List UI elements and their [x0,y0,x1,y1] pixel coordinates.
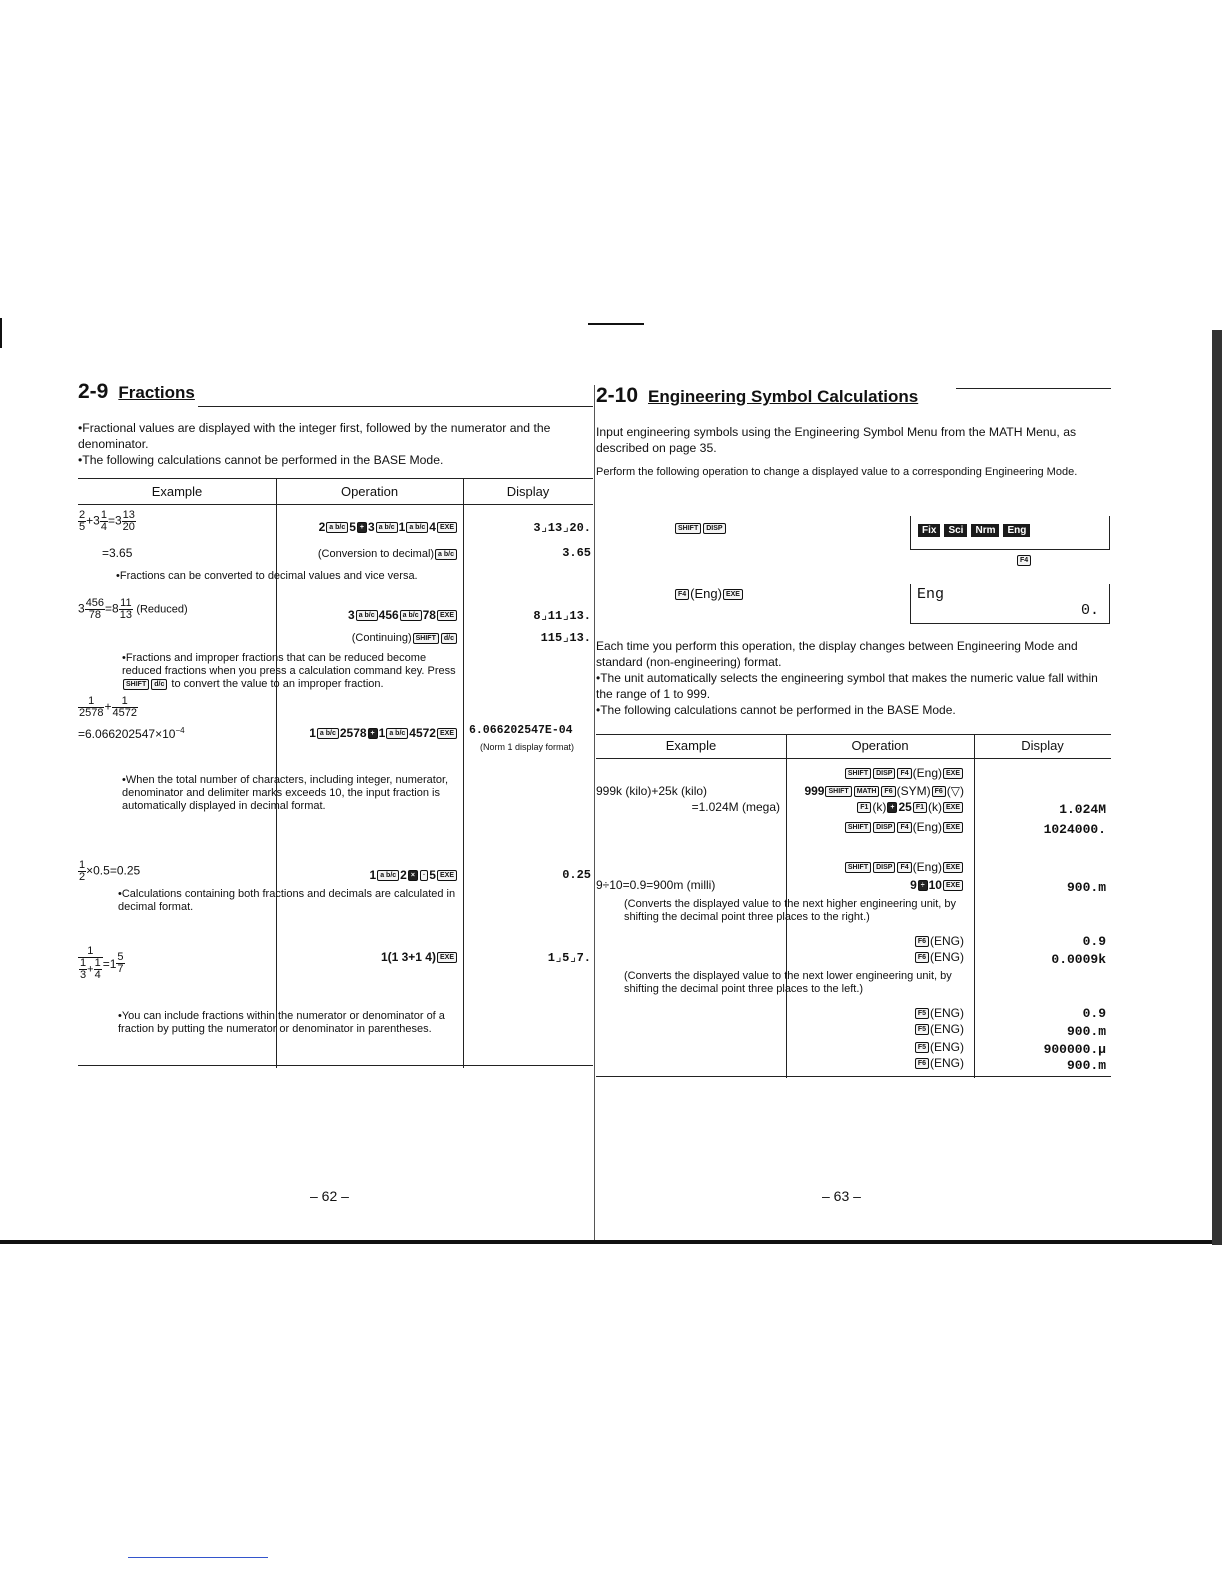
operator: =8 [105,601,119,616]
operation-eng-3 [788,860,964,874]
numerator: 1 [80,957,87,969]
expression: ×0.5=0.25 [86,863,141,878]
operator: +3 [86,513,100,528]
digit: 3 [368,520,375,534]
eng-bullets [596,638,1111,718]
digit: 25 [898,800,912,814]
f1-key-icon: F1 [857,802,871,813]
display-900m: 900.m [1066,880,1106,895]
operation-f6-eng-3 [788,1056,964,1070]
step-label: (k) [872,800,887,814]
triangle-down-icon: (▽) [946,784,964,798]
note-text: •Fractions and improper fractions that can be reduced become reduced fractions when you press a calculation command key. [122,652,427,677]
complex-fraction [78,946,103,981]
fraction-key-icon: a b/c [317,728,339,739]
operation-r2-continuing [278,632,458,645]
bullet: •Fractional values are displayed with the integer first, followed by the numerator and the denominator. [78,421,551,451]
fraction-key-icon: a b/c [326,522,348,533]
operator: + [87,963,94,976]
numerator: 1 [112,696,138,708]
note-conversion: •Fractions can be converted to decimal values and vice versa. [116,570,418,582]
f4-key-icon: F4 [897,822,911,833]
exe-key-icon: EXE [437,610,457,621]
denominator: 4572 [112,707,137,719]
display-900000u: 900000.μ [1043,1042,1106,1057]
operation-f6-eng-2 [788,950,964,964]
operator: =1 [102,956,117,971]
numerator: 2 [79,509,86,521]
note-mixed: •Calculations containing both fractions and decimals are calculated in decimal format. [118,888,456,913]
operation-r5 [278,950,458,964]
plus-key-icon: + [887,802,897,813]
disp-key-icon: DISP [873,768,895,779]
denominator: 2 [79,871,86,883]
key-sequence: 1(1 3+1 4) [380,950,436,964]
operation-9-div-10 [788,878,964,892]
example-r3-result [78,726,185,741]
section-number: 2-9 [78,380,109,403]
operation-f6-eng-1 [788,934,964,948]
display-r2: 8⌟11⌟13. [533,609,591,623]
multiply-key-icon: × [408,870,418,881]
example-r4 [78,860,140,883]
fraction [78,696,104,719]
operation-999 [788,784,964,798]
step-label: (Eng) [912,860,942,874]
perform-text: Perform the following operation to change a displayed value to a corresponding Engineering Mode. [596,466,1078,478]
shift-key-icon: SHIFT [845,862,871,873]
shift-key-icon: SHIFT [845,768,871,779]
heading-rule [198,406,593,407]
denominator: 4 [94,969,101,981]
digit: 78 [422,608,436,622]
fraction-key-icon: a b/c [400,610,422,621]
intro-bullets [78,420,593,468]
eng-indicator: Eng [917,586,945,603]
exponent: −4 [175,726,185,735]
digit: 1 [369,868,377,882]
blue-underline [128,1557,268,1558]
digit: 2 [318,520,326,534]
operation-r2 [278,608,458,622]
example-r2 [78,598,188,621]
fraction-key-icon: a b/c [376,522,398,533]
display-r3-note: (Norm 1 display format) [480,742,575,752]
exe-key-icon: EXE [437,870,457,881]
example-mega: =1.024M (mega) [691,800,780,814]
scan-border-right [1212,330,1222,1245]
digit: 999 [804,784,825,798]
display-900m-b: 900.m [1066,1024,1106,1039]
f6-key-icon: F6 [932,786,946,797]
step-label: (ENG) [930,1040,964,1054]
note-lower-unit: (Converts the displayed value to the next lower engineering unit, by shifting the decimal point three places to the left.) [624,970,952,995]
plus-key-icon: + [368,728,378,739]
left-page [78,370,598,1250]
numerator: 1 [79,859,86,871]
display-0.9-b: 0.9 [1082,1006,1106,1021]
heading-rule [956,388,1111,389]
exe-key-icon: EXE [943,802,963,813]
digit: 1 [378,726,386,740]
fraction [79,958,87,981]
step-label: (ENG) [930,950,964,964]
numerator: 1 [78,946,103,958]
disp-key-icon: DISP [703,523,725,534]
note-text: Press [427,665,456,677]
operation-r1-conversion [278,548,458,561]
f4-key-icon: F4 [675,589,689,600]
section-number: 2-10 [596,384,639,407]
display-r4: 0.25 [562,868,591,882]
menu-tab-bar [917,520,1033,538]
display-1024M: 1.024M [1059,802,1106,817]
display-0.0009k: 0.0009k [1051,952,1106,967]
top-mark [588,323,644,325]
shift-key-icon: SHIFT [123,679,149,690]
fraction [100,510,108,533]
numerator: 11 [120,597,132,609]
denominator: 2578 [79,707,104,719]
shift-key-icon: SHIFT [675,523,701,534]
table-top-rule [596,734,1111,735]
bullet: •The following calculations cannot be performed in the BASE Mode. [78,453,444,467]
step-label: (ENG) [930,1056,964,1070]
fraction [122,510,136,533]
fraction-key-icon: a b/c [386,728,408,739]
exe-key-icon: EXE [437,728,457,739]
operation-f5-eng-2 [788,1022,964,1036]
fraction [78,860,86,883]
section-title: Fractions [118,383,195,402]
display-r3: 6.066202547E-04 [469,724,573,737]
operation-r4 [278,868,458,882]
f5-key-icon: F5 [915,1008,929,1019]
f5-key-icon: F5 [915,1042,929,1053]
f4-indicator [1016,552,1032,570]
digit: 456 [378,608,399,622]
operation-25 [788,800,964,814]
operation-f5-eng-3 [788,1040,964,1054]
denominator: 5 [79,521,86,533]
numerator: 456 [85,597,105,609]
numerator: 5 [117,951,124,963]
exe-key-icon: EXE [943,822,963,833]
tab-eng[interactable]: Eng [1002,523,1031,538]
bullet: •The unit automatically selects the engineering symbol that makes the numeric value fall within the range of 1 to 999. [596,671,1098,701]
digit: 10 [928,878,942,892]
operator: =3 [107,513,122,528]
operation-f5-eng-1 [788,1006,964,1020]
display-r2-improper: 115⌟13. [540,631,591,645]
denominator: 13 [119,609,132,621]
shift-key-icon: SHIFT [413,633,439,644]
fraction [116,952,124,975]
exe-key-icon: EXE [437,952,457,963]
example-r3 [78,696,138,719]
step-label: (Eng) [690,586,722,601]
digit: 9 [910,878,917,892]
f6-key-icon: F6 [915,1058,929,1069]
table-col-divider [276,478,277,1068]
note-text: to convert the value to an improper fraction. [171,678,384,690]
denominator: 20 [122,521,135,533]
digit: 5 [429,868,436,882]
fraction [94,958,102,981]
section-heading-fractions [78,380,598,404]
numerator: 1 [78,696,104,708]
example-r1-decimal: =3.65 [102,546,133,560]
f4-key-icon: F4 [897,862,911,873]
exe-key-icon: EXE [437,522,457,533]
header-operation: Operation [851,738,909,753]
whole: 3 [78,601,85,616]
step-label: (k) [927,800,942,814]
header-example: Example [665,738,717,753]
table-bottom-rule [78,1065,593,1066]
step-label: (ENG) [930,934,964,948]
note: (Conversion to decimal) [317,548,435,560]
fraction-key-icon: a b/c [435,549,457,560]
intro-text: Input engineering symbols using the Engineering Symbol Menu from the MATH Menu, as described on page 35. [596,425,1077,455]
denominator: 7 [117,963,124,975]
example-r5 [78,946,125,981]
example-kilo: 999k (kilo)+25k (kilo) [596,784,708,798]
reduced-note: (Reduced) [136,603,188,616]
example-milli: 9÷10=0.9=900m (milli) [596,878,716,892]
f1-key-icon: F1 [913,802,927,813]
digit: 5 [349,520,356,534]
page-number-62: – 62 – [310,1188,349,1204]
digit: 1 [309,726,316,740]
fraction [78,510,86,533]
exe-key-icon: EXE [943,862,963,873]
dc-key-icon: d/c [151,679,167,690]
display-900m-c: 900.m [1066,1058,1106,1073]
result: =6.066202547×10 [78,727,176,741]
step-label: (SYM) [896,784,931,798]
disp-key-icon: DISP [873,862,895,873]
table-header-rule [596,758,1111,759]
exe-key-icon: EXE [943,880,963,891]
display-menu-screen [910,516,1110,550]
digit: 4572 [409,726,436,740]
header-example: Example [151,484,203,499]
decimal-point-key-icon: · [420,870,428,881]
denominator: 78 [88,609,101,621]
header-display: Display [1021,738,1064,753]
f4-key-icon: F4 [897,768,911,779]
fraction-key-icon: a b/c [406,522,428,533]
numerator: 1 [94,957,101,969]
fraction [112,696,138,719]
fraction-key-icon: a b/c [377,870,399,881]
f6-key-icon: F6 [881,786,895,797]
step2-operation [674,586,744,601]
denominator: 4 [100,521,107,533]
note-nested: •You can include fractions within the numerator or denominator of a fraction by putting the numerator or denominator in parentheses. [118,1010,445,1035]
fraction [119,598,133,621]
scan-border-left [0,318,2,348]
step-label: (ENG) [930,1006,964,1020]
numerator: 13 [122,509,135,521]
section-title: Engineering Symbol Calculations [648,387,919,406]
operator: + [104,699,112,714]
step1-operation [674,520,727,538]
bullet: Each time you perform this operation, the display changes between Engineering Mode and standard (non-engineering) format. [596,639,1078,669]
eng-mode-screen [910,584,1110,624]
digit: 1 [398,520,406,534]
tab-fix[interactable]: Fix [917,523,941,538]
table-header-rule [78,504,593,505]
page-number-63: – 63 – [822,1188,861,1204]
operation-r3 [278,726,458,740]
shift-key-icon: SHIFT [825,786,851,797]
note-higher-unit: (Converts the displayed value to the next higher engineering unit, by shifting the decimal point three places to the right.) [624,898,957,923]
digit: 2578 [339,726,367,740]
display-1024000: 1024000. [1043,822,1106,837]
display-value: 0. [1080,602,1099,619]
fraction [85,598,105,621]
note-decimal-format: •When the total number of characters, including integer, numerator, denominator and delimiter marks exceeds 10, the input fraction is automatically displayed in decimal format. [122,774,449,812]
plus-key-icon: + [357,522,367,533]
denominator: 3 [80,969,87,981]
digit: 2 [400,868,407,882]
f4-key-icon: F4 [1017,555,1031,566]
denominator [78,958,103,981]
divide-key-icon: ÷ [918,880,928,891]
step-label: (ENG) [930,1022,964,1036]
table-col-divider [463,478,464,1068]
tab-sci[interactable]: Sci [943,523,968,538]
disp-key-icon: DISP [873,822,895,833]
bullet: •The following calculations cannot be performed in the BASE Mode. [596,703,956,717]
tab-nrm[interactable]: Nrm [970,523,1000,538]
example-r1 [78,510,136,533]
exe-key-icon: EXE [723,589,743,600]
fraction-key-icon: a b/c [356,610,378,621]
display-0.9-a: 0.9 [1082,934,1106,949]
exe-key-icon: EXE [943,768,963,779]
display-r1: 3⌟13⌟20. [533,521,591,535]
operation-eng-2 [788,820,964,834]
header-operation: Operation [340,484,399,499]
table-top-rule [78,478,593,479]
operation-r1 [278,520,458,534]
digit: 3 [348,608,355,622]
math-key-icon: MATH [854,786,880,797]
header-display: Display [506,484,550,499]
display-r5: 1⌟5⌟7. [547,951,591,965]
f5-key-icon: F5 [915,1024,929,1035]
note: (Continuing) [351,632,412,644]
f6-key-icon: F6 [915,936,929,947]
dc-key-icon: d/c [441,633,457,644]
right-page [596,370,1116,1250]
step-label: (Eng) [912,820,942,834]
step-label: (Eng) [912,766,942,780]
numerator: 1 [100,509,107,521]
operation-eng-1 [788,766,964,780]
digit: 4 [429,520,436,534]
display-r1-decimal: 3.65 [562,546,591,560]
shift-key-icon: SHIFT [845,822,871,833]
note-reduce [122,652,462,691]
table-bottom-rule [596,1076,1111,1077]
table-col-divider [974,734,975,1078]
f6-key-icon: F6 [915,952,929,963]
